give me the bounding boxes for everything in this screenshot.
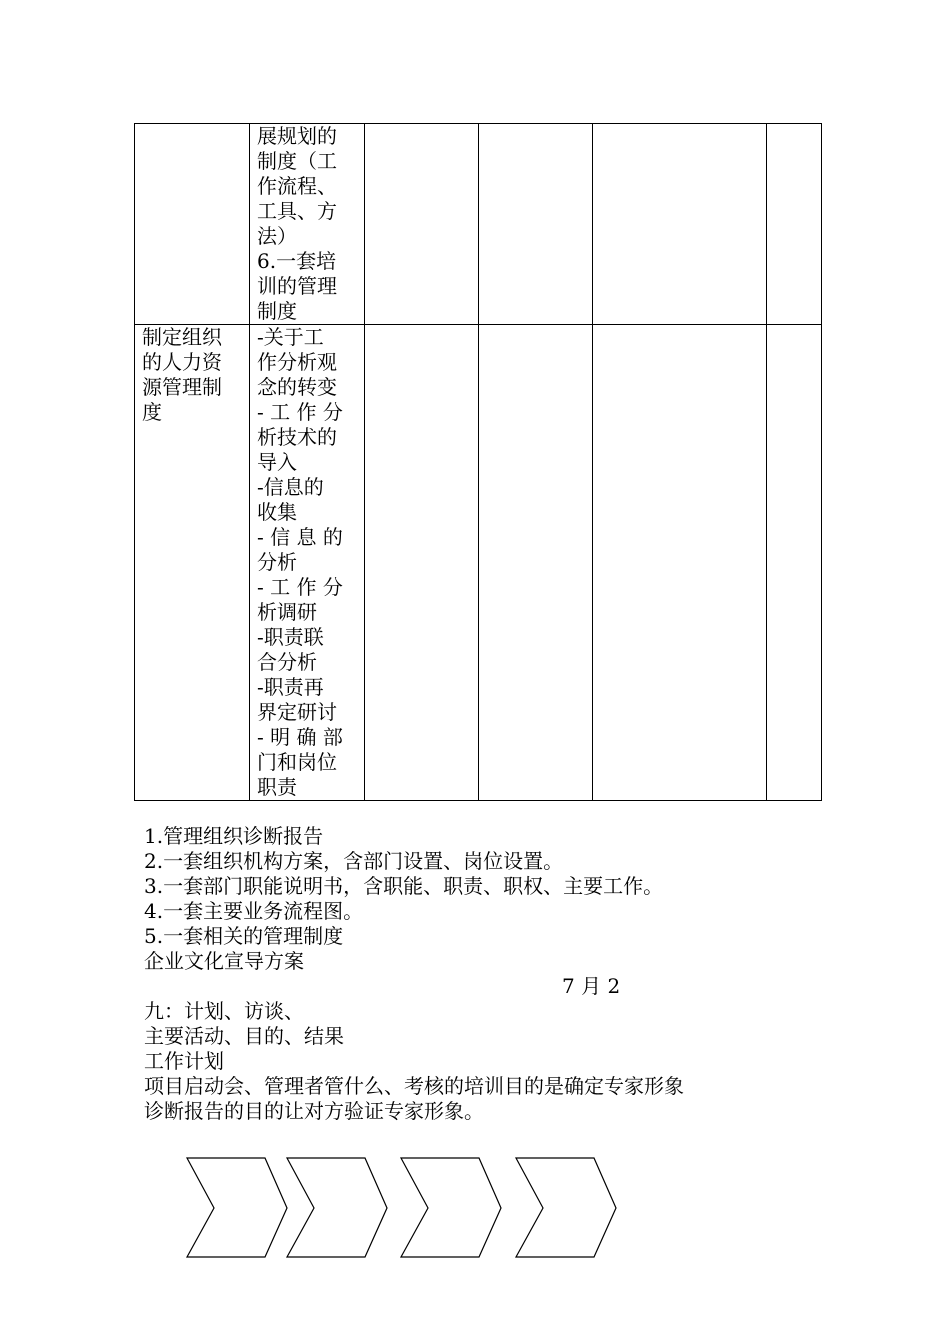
deliverable-item: 1.管理组织诊断报告 bbox=[144, 824, 324, 848]
cell-line: - 工 作 分 bbox=[257, 575, 343, 599]
row2-col5-cell bbox=[593, 325, 767, 801]
plan-table bbox=[134, 123, 822, 801]
deliverable-item: 5.一套相关的管理制度 bbox=[144, 924, 344, 948]
cell-line: 制定组织 bbox=[142, 325, 222, 349]
cell-line: 作分析观 bbox=[257, 350, 337, 374]
row2-col6-cell bbox=[767, 325, 822, 801]
cell-line: 源管理制 bbox=[142, 375, 222, 399]
cell-line: - 信 息 的 bbox=[257, 525, 343, 549]
row1-col5-cell bbox=[593, 124, 767, 325]
chevron-step-3 bbox=[401, 1158, 501, 1257]
deliverable-item: 3.一套部门职能说明书，含职能、职责、职权、主要工作。 bbox=[144, 874, 664, 898]
table-row bbox=[135, 325, 822, 801]
deliverable-item: 企业文化宣导方案 bbox=[144, 949, 304, 973]
cell-line: 作流程、 bbox=[257, 174, 337, 198]
note-line: 主要活动、目的、结果 bbox=[144, 1024, 344, 1048]
cell-line: 法） bbox=[257, 224, 297, 248]
note-line: 项目启动会、管理者管什么、考核的培训目的是确定专家形象 bbox=[144, 1074, 684, 1098]
row2-col2-cell bbox=[250, 325, 365, 801]
cell-line: 析调研 bbox=[257, 600, 317, 624]
row1-col2-cell bbox=[250, 124, 365, 325]
cell-line: 门和岗位 bbox=[257, 750, 337, 774]
cell-line: 制度（工 bbox=[257, 149, 337, 173]
cell-line: 界定研讨 bbox=[257, 700, 337, 724]
chevron-step-1 bbox=[187, 1158, 287, 1257]
chevron-step-4 bbox=[516, 1158, 616, 1257]
cell-line: 分析 bbox=[257, 550, 297, 574]
deliverable-item: 4.一套主要业务流程图。 bbox=[144, 899, 364, 923]
cell-line: 6.一套培 bbox=[257, 249, 337, 273]
row1-col6-cell bbox=[767, 124, 822, 325]
document-body bbox=[144, 824, 864, 1124]
cell-line: 收集 bbox=[257, 500, 297, 524]
row2-col4-cell bbox=[479, 325, 593, 801]
cell-line: 制度 bbox=[257, 299, 297, 323]
row1-col4-cell bbox=[479, 124, 593, 325]
cell-line: -信息的 bbox=[257, 475, 324, 499]
cell-line: -职责再 bbox=[257, 675, 324, 699]
row1-col3-cell bbox=[365, 124, 479, 325]
row2-col3-cell bbox=[365, 325, 479, 801]
deliverable-item: 2.一套组织机构方案，含部门设置、岗位设置。 bbox=[144, 849, 564, 873]
note-line: 诊断报告的目的让对方验证专家形象。 bbox=[144, 1099, 484, 1123]
table-row bbox=[135, 124, 822, 325]
chevron-step-2 bbox=[287, 1158, 387, 1257]
process-chevrons bbox=[180, 1152, 630, 1262]
cell-line: 的人力资 bbox=[142, 350, 222, 374]
cell-line: 度 bbox=[142, 400, 162, 424]
cell-line: - 工 作 分 bbox=[257, 400, 343, 424]
cell-line: 析技术的 bbox=[257, 425, 337, 449]
cell-line: 导入 bbox=[257, 450, 297, 474]
cell-line: 展规划的 bbox=[257, 124, 337, 148]
cell-line: -关于工 bbox=[257, 325, 324, 349]
cell-line: -职责联 bbox=[257, 625, 324, 649]
cell-line: - 明 确 部 bbox=[257, 725, 343, 749]
cell-line: 合分析 bbox=[257, 650, 317, 674]
cell-line: 职责 bbox=[257, 775, 297, 799]
cell-line: 念的转变 bbox=[257, 375, 337, 399]
cell-line: 训的管理 bbox=[257, 274, 337, 298]
row2-col1-cell bbox=[135, 325, 250, 801]
cell-line: 工具、方 bbox=[257, 199, 337, 223]
note-line: 九：计划、访谈、 bbox=[144, 999, 304, 1023]
row1-col1-cell bbox=[135, 124, 250, 325]
date-line: 7 月 2 bbox=[562, 974, 621, 998]
note-line: 工作计划 bbox=[144, 1049, 224, 1073]
